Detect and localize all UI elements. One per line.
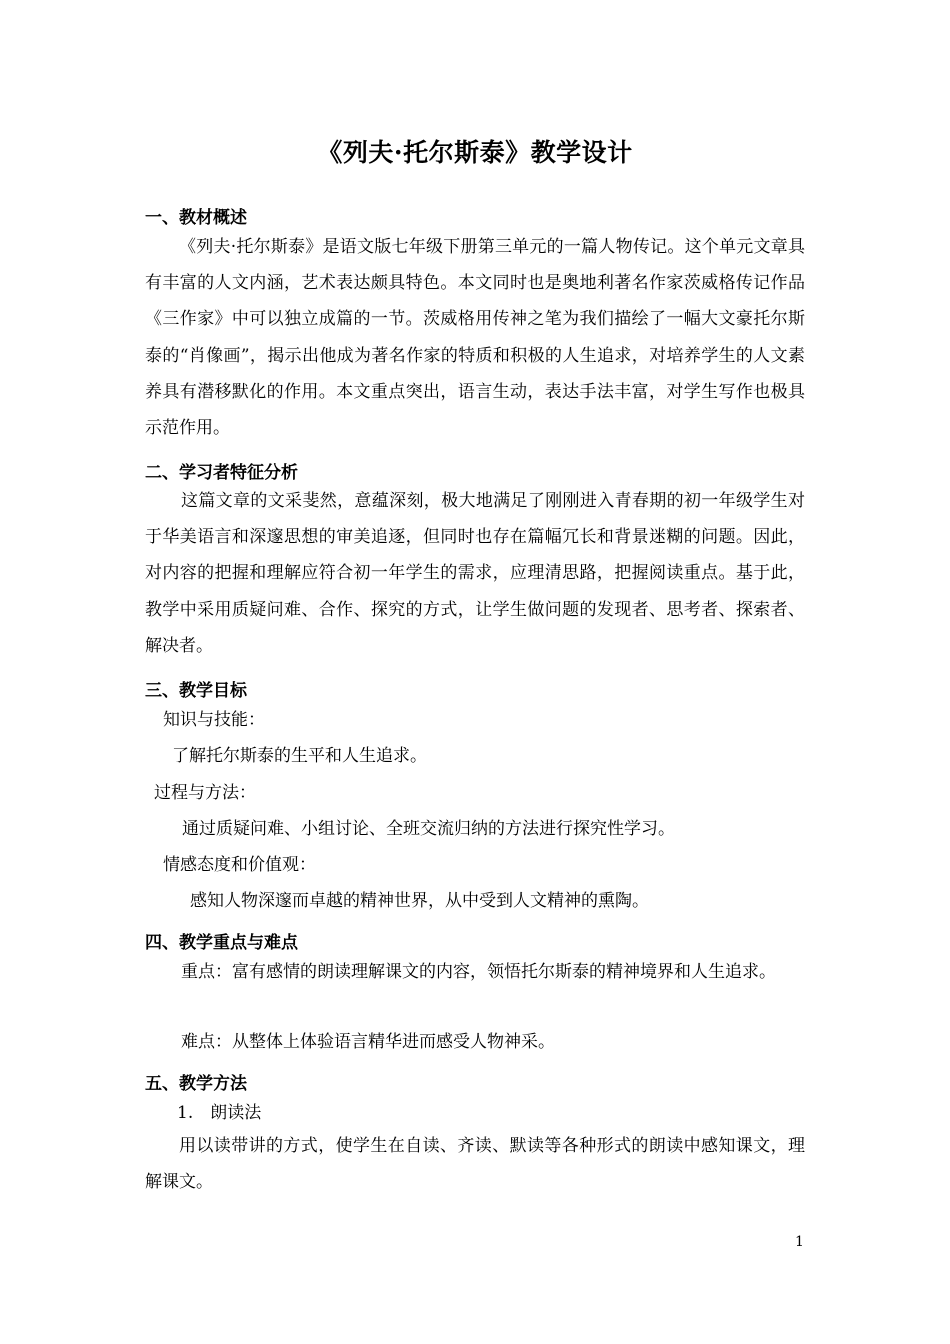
key-point-text	[181, 954, 807, 990]
section-heading-objectives: 三、教学目标	[145, 681, 247, 701]
key-point-content: 重点：富有感情的朗读理解课文的内容，领悟托尔斯泰的精神境界和人生追求。	[181, 962, 776, 982]
objective-emotion-text: 感知人物深邃而卓越的精神世界，从中受到人文精神的熏陶。	[190, 891, 649, 911]
overview-paragraph: 《列夫·托尔斯泰》是语文版七年级下册第三单元的一篇人物传记。这个单元文章具有丰富的人文内涵，艺术表达颇具特色。本文同时也是奥地利著名作家茨威格传记作品《三作家》中可以独立成篇的一节。茨威格用传神之笔为我们描绘了一幅大文豪托尔斯泰的“肖像画”，揭示出他成为著名作家的特质和积极的人生追求，对培养学生的人文素养具有潜移默化的作用。本文重点突出，语言生动，表达手法丰富，对学生写作也极具示范作用。	[145, 237, 805, 439]
learner-analysis-paragraph: 这篇文章的文采斐然，意蕴深刻，极大地满足了刚刚进入青春期的初一年级学生对于华美语言和深邃思想的审美追逐，但同时也存在篇幅冗长和背景迷糊的问题。因此，对内容的把握和理解应符合初一年学生的需求，应理清思路，把握阅读重点。基于此，教学中采用质疑问难、合作、探究的方式，让学生做问题的发现者、思考者、探索者、解决者。	[145, 491, 805, 656]
objective-process-label: 过程与方法：	[154, 783, 256, 803]
objective-process-text: 通过质疑问难、小组讨论、全班交流归纳的方法进行探究性学习。	[182, 819, 675, 839]
objective-knowledge-label: 知识与技能：	[163, 710, 265, 730]
section-heading-methods: 五、教学方法	[145, 1074, 247, 1094]
difficulty-text: 难点：从整体上体验语言精华进而感受人物神采。	[181, 1032, 555, 1052]
page-number: 1	[795, 1234, 804, 1250]
method-1-paragraph: 用以读带讲的方式，使学生在自读、齐读、默读等各种形式的朗读中感知课文，理解课文。	[145, 1136, 805, 1193]
method-1-label: 1. 朗读法	[177, 1103, 262, 1123]
objective-emotion-label: 情感态度和价值观：	[163, 855, 316, 875]
document-title: 《列夫·托尔斯泰》教学设计	[317, 138, 633, 167]
section-heading-learner-analysis: 二、学习者特征分析	[145, 463, 298, 483]
section-heading-overview: 一、教材概述	[145, 208, 247, 228]
objective-knowledge-text: 了解托尔斯泰的生平和人生追求。	[172, 746, 427, 766]
section-heading-key-difficult: 四、教学重点与难点	[145, 933, 298, 953]
